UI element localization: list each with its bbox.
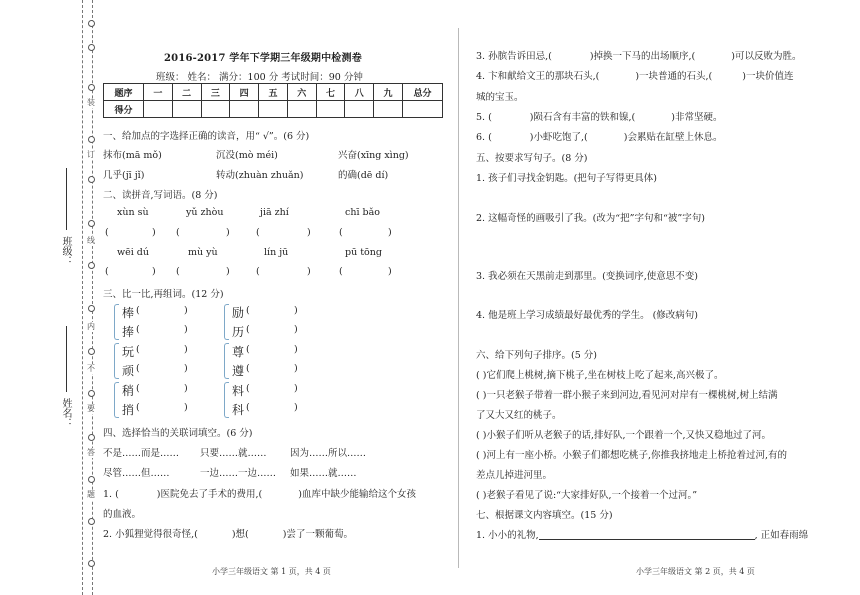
binding-margin — [0, 0, 98, 595]
conjunction-option: 因为……所以…… — [290, 448, 367, 459]
score-header-cell: 五 — [259, 84, 288, 101]
q5-item: 4. 他是班上学习成绩最好最优秀的学生。 (修改病句) — [476, 310, 699, 321]
answer-paren: ) — [294, 383, 298, 394]
sentence-text: 1. 小小的礼物, — [476, 530, 539, 541]
compare-char: 励 — [232, 306, 245, 320]
binding-hole — [88, 518, 95, 525]
binding-hole — [88, 136, 95, 143]
q1-option[interactable]: 沉没(mò méi) — [216, 150, 278, 161]
answer-paren: ) — [184, 324, 188, 335]
answer-paren: ( — [256, 227, 260, 238]
score-cell[interactable] — [172, 101, 201, 118]
score-cell[interactable] — [345, 101, 374, 118]
answer-paren: ) — [307, 227, 311, 238]
compare-char: 历 — [232, 325, 245, 339]
binding-hole — [88, 390, 95, 397]
q7-heading: 七、根据课文内容填空。(15 分) — [476, 510, 613, 521]
q6-item — [476, 427, 771, 441]
answer-paren: ( — [136, 402, 140, 413]
score-cell[interactable] — [230, 101, 259, 118]
answer-paren: ) — [294, 324, 298, 335]
answer-paren: ( — [339, 227, 343, 238]
sentence-text: )非常坚硬。 — [671, 112, 723, 123]
sentence-text: )小虾吃饱了,( — [529, 132, 588, 143]
compare-char: 棒 — [122, 306, 135, 320]
score-header-cell: 四 — [230, 84, 259, 101]
score-header-cell: 一 — [144, 84, 173, 101]
compare-brace — [224, 304, 229, 340]
sentence-text: 4. 卞和献给文王的那块石头,( — [476, 71, 600, 82]
sentence-text: )血库中缺少能输给这个女孩 — [298, 489, 416, 500]
page-footer: 小学三年级语文 第 1 页，共 4 页 — [212, 567, 331, 576]
pinyin: pū tōng — [345, 247, 382, 258]
q6-item-cont: 了又大又红的桃子。 — [476, 410, 562, 421]
q6-item — [476, 387, 777, 401]
pinyin: wēi dú — [117, 247, 150, 258]
answer-paren: ) — [388, 227, 392, 238]
q2-heading: 二、读拼音,写词语。(8 分) — [103, 190, 218, 201]
conjunction-option: 一边……一边…… — [200, 468, 277, 479]
answer-paren: ( — [246, 324, 250, 335]
binding-hole — [88, 176, 95, 183]
answer-paren: ( — [136, 344, 140, 355]
answer-paren: ( — [105, 227, 109, 238]
sentence-text: 1. ( — [103, 489, 119, 500]
page-footer: 小学三年级语文 第 2 页，共 4 页 — [636, 567, 755, 576]
binding-hole — [88, 305, 95, 312]
q1-option[interactable]: 转动(zhuàn zhuǎn) — [216, 170, 304, 181]
sentence-text: 6. ( — [476, 132, 492, 143]
compare-char: 稍 — [122, 384, 135, 398]
sentence-text: 3. 孙膑告诉田忌,( — [476, 51, 552, 62]
sentence-text: , 正如春雨绵 — [754, 530, 809, 541]
exam-title: 2016-2017 学年下学期三年级期中检测卷 — [164, 53, 362, 64]
score-cell[interactable] — [201, 101, 230, 118]
name-label: 姓名： — [60, 398, 71, 428]
binding-hole — [88, 20, 95, 27]
binding-hole — [88, 434, 95, 441]
q4-sentence-2 — [103, 526, 353, 540]
q6-heading: 六、给下列句子排序。(5 分) — [476, 350, 597, 361]
q6-item — [476, 367, 724, 381]
sentence-text: 5. ( — [476, 112, 492, 123]
q1-heading: 一、给加点的字选择正确的读音，用“ √”。(6 分) — [103, 131, 310, 142]
sentence-text: )尝了一颗葡萄。 — [282, 529, 353, 540]
pinyin: xùn sù — [117, 207, 149, 218]
sentence-text: )一块价值连 — [742, 71, 794, 82]
q4-sentence-5 — [476, 109, 722, 123]
answer-paren: ( — [176, 227, 180, 238]
binding-word: 题 — [87, 490, 95, 499]
conjunction-option: 如果……就…… — [290, 468, 357, 479]
q6-item — [476, 487, 697, 501]
score-cell[interactable] — [403, 101, 443, 118]
class-label: 班级： — [60, 236, 71, 266]
pinyin: lín jū — [264, 247, 289, 258]
answer-paren: ( — [136, 383, 140, 394]
compare-brace — [114, 343, 119, 379]
sentence-text: 河上有一座小桥。小猴子们都想吃桃子,你推我挤地走上桥抢着过河,有的 — [486, 450, 787, 461]
answer-paren: ) — [184, 383, 188, 394]
answer-paren: ( — [339, 266, 343, 277]
conjunction-option: 尽管……但…… — [103, 468, 170, 479]
order-paren[interactable]: ( ) — [476, 370, 487, 381]
compare-brace — [224, 382, 229, 418]
score-row — [104, 101, 443, 118]
order-paren[interactable]: ( ) — [476, 430, 487, 441]
sentence-text: 老猴子看见了说:“大家排好队,一个接着一个过河。” — [486, 490, 698, 501]
q1-option[interactable]: 几乎(jī jǐ) — [103, 170, 145, 181]
binding-word: 装 — [87, 98, 95, 107]
conjunction-option: 只要……就…… — [200, 448, 267, 459]
order-paren[interactable]: ( ) — [476, 390, 487, 401]
answer-paren: ( — [136, 305, 140, 316]
q1-option[interactable]: 抹布(mā mǒ) — [103, 150, 162, 161]
score-row-label: 得分 — [104, 101, 144, 118]
q6-item — [476, 447, 787, 461]
sentence-text: 一只老猴子带着一群小猴子来到河边,看见河对岸有一棵桃树,树上结满 — [486, 390, 778, 401]
score-table — [103, 83, 443, 118]
compare-brace — [114, 382, 119, 418]
score-header-cell: 九 — [374, 84, 403, 101]
binding-hole — [88, 262, 95, 269]
answer-paren: ) — [294, 363, 298, 374]
answer-paren: ( — [105, 266, 109, 277]
q4-heading: 四、选择恰当的关联词填空。(6 分) — [103, 428, 253, 439]
q3-heading: 三、比一比,再组词。(12 分) — [103, 289, 224, 300]
sentence-text: )会累贴在缸壁上休息。 — [623, 132, 723, 143]
answer-paren: ( — [246, 383, 250, 394]
score-cell[interactable] — [316, 101, 345, 118]
compare-char: 尊 — [232, 345, 245, 359]
binding-word: 内 — [87, 322, 95, 331]
q1-option[interactable]: 兴奋(xīng xìng) — [338, 150, 409, 161]
pinyin: jiā zhí — [260, 207, 289, 218]
answer-paren: ( — [136, 363, 140, 374]
right-page — [476, 0, 854, 595]
q4-sentence-4 — [476, 68, 793, 82]
score-header-cell: 三 — [201, 84, 230, 101]
score-cell[interactable] — [287, 101, 316, 118]
binding-hole — [88, 476, 95, 483]
score-header-cell: 题序 — [104, 84, 144, 101]
score-cell[interactable] — [144, 101, 173, 118]
q4-sentence-6 — [476, 129, 722, 143]
q4-sentence-1 — [103, 486, 416, 500]
score-cell[interactable] — [374, 101, 403, 118]
binding-word: 订 — [87, 150, 95, 159]
answer-paren: ) — [184, 344, 188, 355]
answer-paren: ( — [246, 305, 250, 316]
binding-word: 要 — [87, 404, 95, 413]
conjunction-option: 不是……而是…… — [103, 448, 180, 459]
score-header-cell: 二 — [172, 84, 201, 101]
answer-paren: ( — [246, 363, 250, 374]
order-paren[interactable]: ( ) — [476, 450, 487, 461]
pinyin: yǔ zhòu — [186, 207, 224, 218]
q4-sentence-1-cont: 的血液。 — [103, 509, 142, 520]
pinyin: mù yù — [188, 247, 218, 258]
answer-paren: ) — [294, 344, 298, 355]
sentence-text: )掉换一下马的出场顺序,( — [589, 51, 696, 62]
answer-paren: ) — [184, 363, 188, 374]
answer-line[interactable] — [539, 530, 755, 540]
score-header-cell: 八 — [345, 84, 374, 101]
binding-hole — [88, 84, 95, 91]
sentence-text: 小猴子们听从老猴子的话,排好队,一个跟着一个,又快又稳地过了河。 — [486, 430, 771, 441]
binding-word: 不 — [87, 364, 95, 373]
answer-paren: ( — [136, 324, 140, 335]
name-field[interactable] — [66, 326, 67, 392]
left-page — [102, 0, 450, 595]
compare-char: 玩 — [122, 345, 135, 359]
compare-char: 科 — [232, 403, 245, 417]
exam-info: 班级： 姓名： 满分：100 分 考试时间：90 分钟 — [156, 72, 363, 83]
compare-char: 捎 — [122, 403, 135, 417]
q6-item-cont: 差点儿掉进河里。 — [476, 470, 553, 481]
compare-char: 遵 — [232, 364, 245, 378]
compare-char: 顽 — [122, 364, 135, 378]
pinyin: chī bǎo — [345, 207, 380, 218]
class-field[interactable] — [66, 168, 67, 230]
answer-paren: ( — [256, 266, 260, 277]
answer-paren: ) — [388, 266, 392, 277]
compare-char: 捧 — [122, 325, 135, 339]
answer-paren: ) — [152, 227, 156, 238]
answer-space[interactable] — [476, 196, 836, 197]
sentence-text: 2. 小狐狸觉得很奇怪,( — [103, 529, 198, 540]
sentence-text: )一块普通的石头,( — [635, 71, 713, 82]
answer-paren: ) — [294, 402, 298, 413]
answer-paren: ) — [226, 227, 230, 238]
answer-paren: ) — [294, 305, 298, 316]
score-header-row — [104, 84, 443, 101]
compare-brace — [224, 343, 229, 379]
binding-hole — [88, 44, 95, 51]
q5-heading: 五、按要求写句子。(8 分) — [476, 153, 588, 164]
score-header-cell: 六 — [287, 84, 316, 101]
page-divider — [458, 28, 459, 568]
binding-word: 线 — [87, 236, 95, 245]
sentence-text: )想( — [231, 529, 249, 540]
binding-hole — [88, 220, 95, 227]
q5-item: 3. 我必须在天黑前走到那里。(变换词序,使意思不变) — [476, 271, 699, 282]
score-header-cell: 总分 — [403, 84, 443, 101]
q5-item: 1. 孩子们寻找金钥匙。(把句子写得更具体) — [476, 173, 657, 184]
q7-item — [476, 527, 808, 541]
binding-line-outer — [82, 0, 83, 595]
score-cell[interactable] — [259, 101, 288, 118]
binding-hole — [88, 560, 95, 567]
answer-paren: ( — [176, 266, 180, 277]
binding-hole — [88, 348, 95, 355]
q4-sentence-4-cont: 城的宝玉。 — [476, 92, 524, 103]
sentence-text: )医院免去了手术的费用,( — [156, 489, 263, 500]
q1-option[interactable]: 的确(dē dí) — [338, 170, 389, 181]
q4-sentence-3 — [476, 48, 801, 62]
answer-paren: ( — [246, 344, 250, 355]
compare-brace — [114, 304, 119, 340]
sentence-text: )可以反败为胜。 — [731, 51, 802, 62]
answer-paren: ) — [152, 266, 156, 277]
compare-char: 料 — [232, 384, 245, 398]
answer-paren: ) — [226, 266, 230, 277]
answer-paren: ) — [307, 266, 311, 277]
sentence-text: )陨石含有丰富的铁和镍,( — [529, 112, 636, 123]
order-paren[interactable]: ( ) — [476, 490, 487, 501]
answer-paren: ) — [184, 305, 188, 316]
q5-item: 2. 这幅奇怪的画吸引了我。(改为“把”字句和“被”字句) — [476, 213, 705, 224]
binding-word: 答 — [87, 448, 95, 457]
score-header-cell: 七 — [316, 84, 345, 101]
answer-paren: ) — [184, 402, 188, 413]
sentence-text: 它们爬上桃树,摘下桃子,坐在树枝上吃了起来,高兴极了。 — [486, 370, 724, 381]
answer-paren: ( — [246, 402, 250, 413]
